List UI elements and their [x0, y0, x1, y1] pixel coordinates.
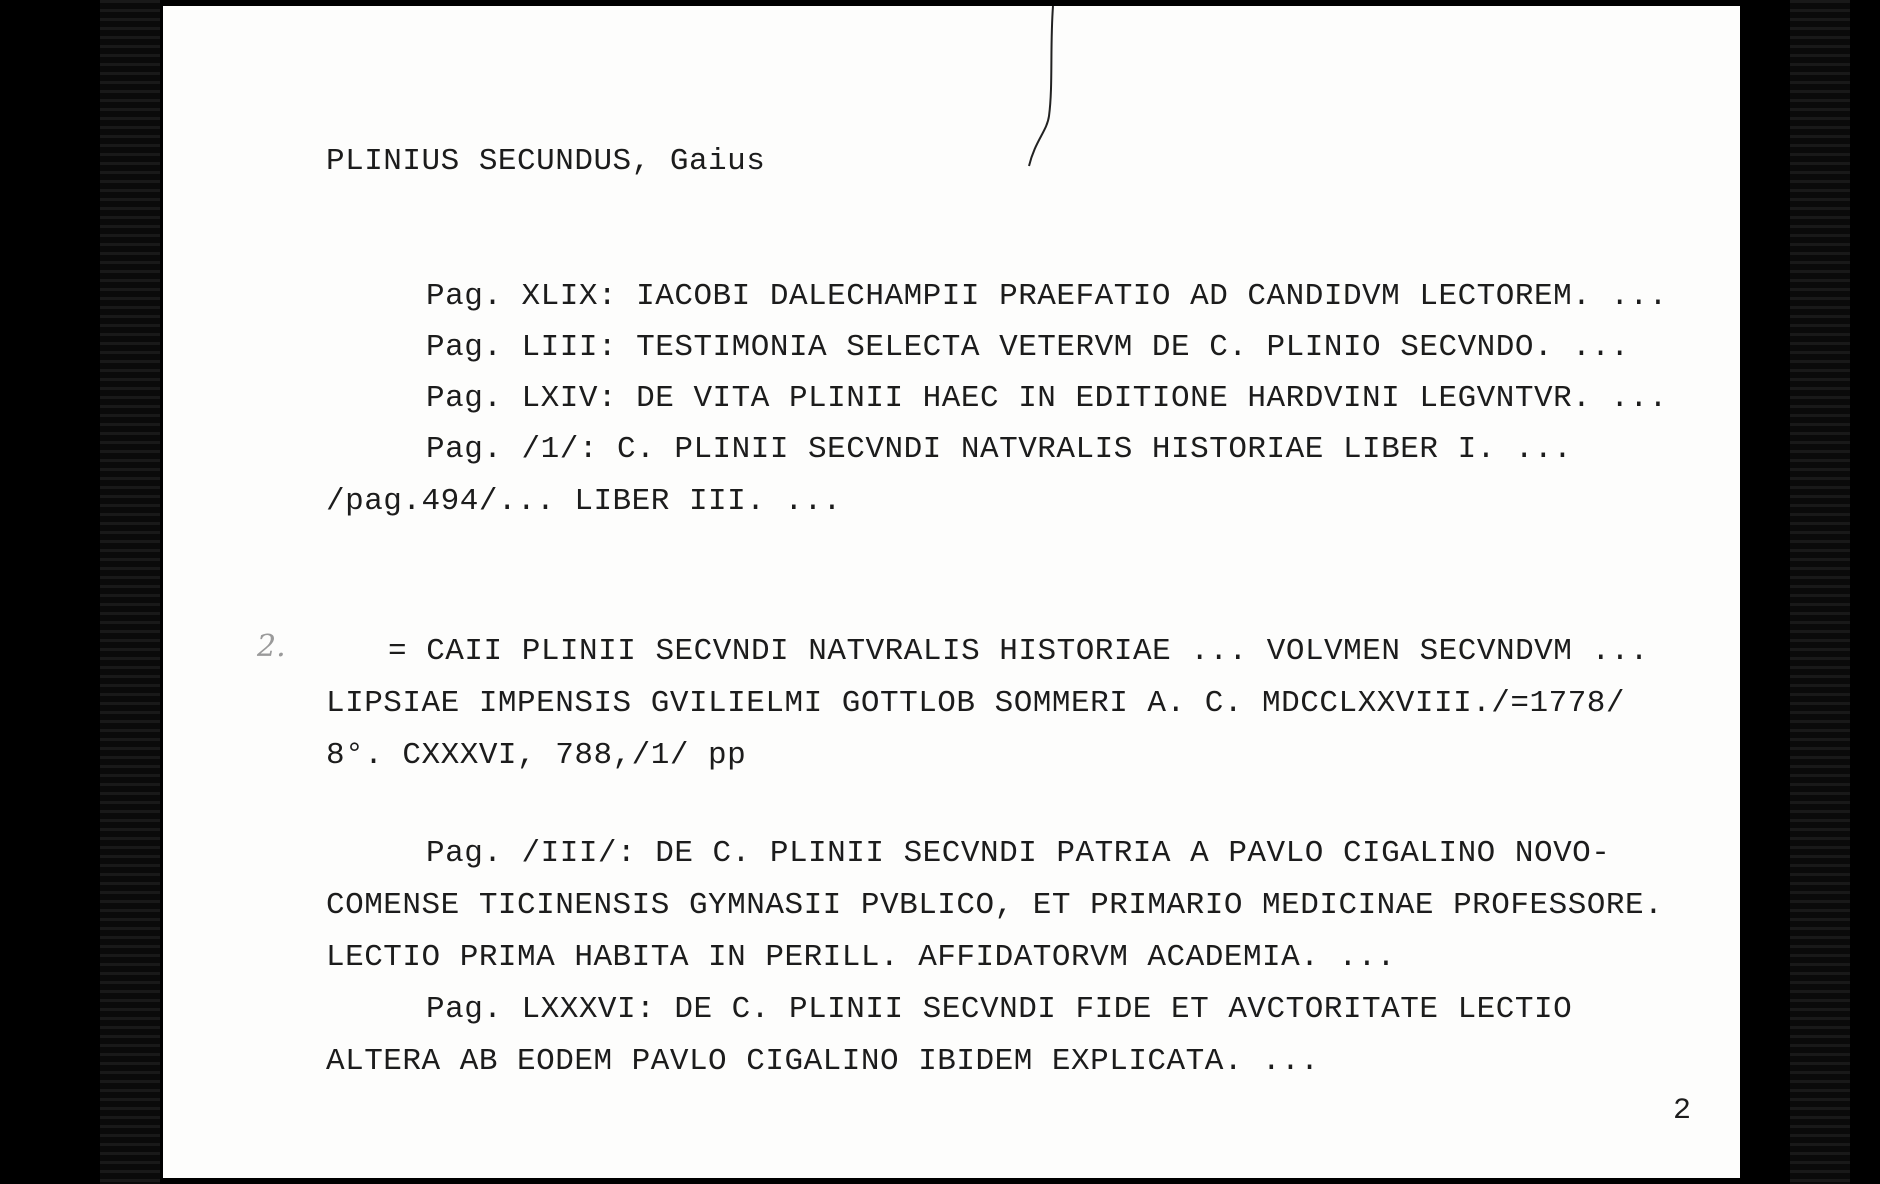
entry-line: /pag.494/... LIBER III. ... [326, 484, 842, 519]
entry-line: Pag. LIII: TESTIMONIA SELECTA VETERVM DE C. PLINIO SECVNDO. ... [426, 330, 1630, 365]
left-film-edge [100, 0, 160, 1184]
card-heading: PLINIUS SECUNDUS, Gaius [326, 144, 766, 179]
entry-line: Pag. LXIV: DE VITA PLINII HAEC IN EDITIONE HARDVINI LEGVNTVR. ... [426, 381, 1668, 416]
entry-line: COMENSE TICINENSIS GYMNASII PVBLICO, ET PRIMARIO MEDICINAE PROFESSORE. [326, 888, 1664, 923]
entry-line: = CAII PLINII SECVNDI NATVRALIS HISTORIAE ... VOLVMEN SECVNDVM ... [388, 634, 1649, 669]
entry-line: Pag. LXXXVI: DE C. PLINII SECVNDI FIDE ET AVCTORITATE LECTIO [426, 992, 1573, 1027]
pencil-stroke [1023, 6, 1063, 176]
entry-line: ALTERA AB EODEM PAVLO CIGALINO IBIDEM EXPLICATA. ... [326, 1044, 1320, 1079]
entry-line: Pag. /1/: C. PLINII SECVNDI NATVRALIS HISTORIAE LIBER I. ... [426, 432, 1573, 467]
entry-line: LIPSIAE IMPENSIS GVILIELMI GOTTLOB SOMMERI A. C. MDCCLXXVIII./=1778/ [326, 686, 1626, 721]
entry-line: Pag. /III/: DE C. PLINII SECVNDI PATRIA A PAVLO CIGALINO NOVO- [426, 836, 1611, 871]
margin-mark: 2. [257, 629, 286, 664]
entry-line: LECTIO PRIMA HABITA IN PERILL. AFFIDATORVM ACADEMIA. ... [326, 940, 1396, 975]
entry-line: Pag. XLIX: IACOBI DALECHAMPII PRAEFATIO AD CANDIDVM LECTOREM. ... [426, 279, 1668, 314]
page-number: 2 [1673, 1094, 1692, 1128]
catalog-card [163, 6, 1740, 1178]
entry-line: 8°. CXXXVI, 788,/1/ pp [326, 738, 747, 773]
right-film-edge [1790, 0, 1850, 1184]
